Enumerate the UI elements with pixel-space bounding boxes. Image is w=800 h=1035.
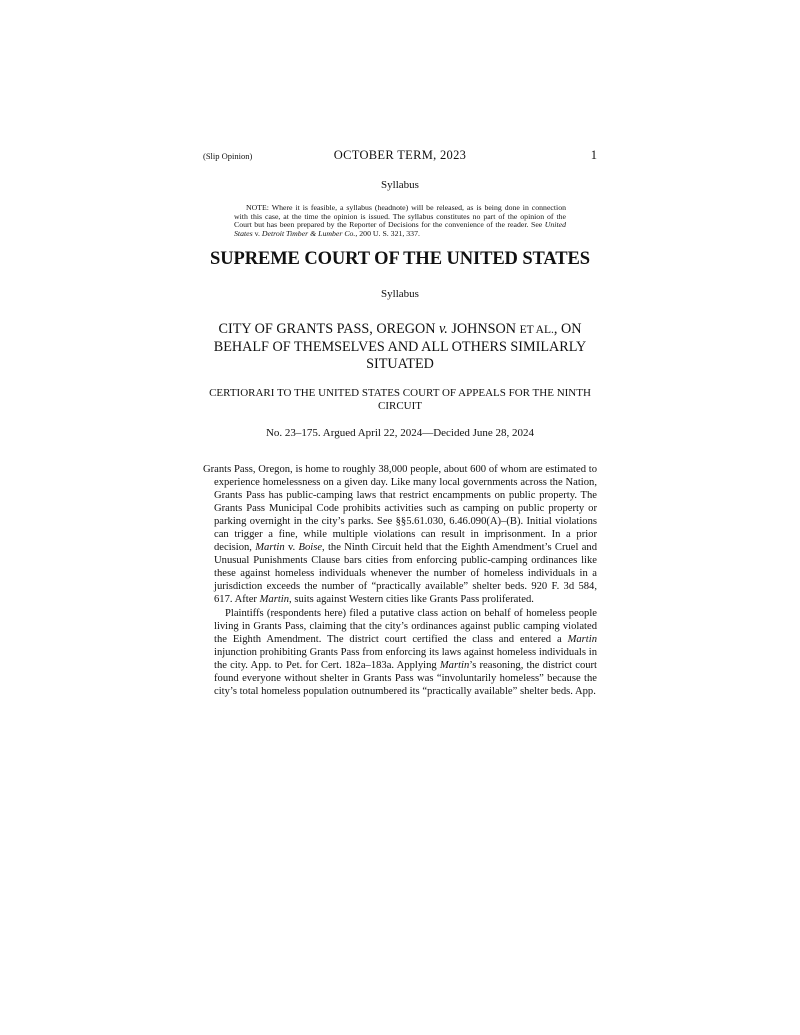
slip-opinion-page	[203, 148, 597, 698]
p2-text-3: ’s reasoning, the district court found everyone without shelter in Grants Pass was “involuntarily homeless” because the city’s total homeless population outnumbered its “practically available” shelter beds. App.	[214, 659, 598, 697]
court-name: SUPREME COURT OF THE UNITED STATES	[210, 249, 590, 269]
syllabus-subheading: Syllabus	[381, 288, 419, 300]
p2-text-2: injunction prohibiting Grants Pass from enforcing its laws against homeless individuals in the city. App. to Pet. for Cert. 182a–183a. Applying	[214, 646, 597, 671]
syllabus-body	[203, 463, 597, 698]
docket-line: No. 23–175. Argued April 22, 2024—Decided June 28, 2024	[265, 427, 535, 439]
p2-text-1: Plaintiffs (respondents here) filed a putative class action on behalf of homeless people living in Grants Pass, claiming that the city’s ordinances against public camping violated the Eighth Amendment. The district court certified the class and entered a	[214, 607, 597, 645]
running-head	[203, 148, 597, 166]
note-text-1: NOTE: Where it is feasible, a syllabus (headnote) will be released, as is being done in connection with this case, at the time the opinion is issued. The syllabus constitutes no part of the opinion of the Court but has been prepared by the Reporter of Decisions for the convenience of the reader. See	[234, 203, 566, 229]
note-citation-2: Detroit Timber & Lumber Co.	[261, 228, 356, 238]
p1-text-3: , the Ninth Circuit held that the Eighth Amendment’s Cruel and Unusual Punishments Clause bars cities from enforcing public-camping ordinances like these against homeless individuals whenever the number of homeless individuals in a jurisdiction exceeds the number of “practically available” shelter beds. 920 F. 3d 584, 617. After	[214, 542, 597, 606]
case-title	[203, 321, 597, 373]
certiorari-line: CERTIORARI TO THE UNITED STATES COURT OF APPEALS FOR THE NINTH CIRCUIT	[209, 387, 591, 412]
note-text-2: v.	[252, 228, 262, 238]
headnote-notice	[234, 204, 566, 238]
term-heading: OCTOBER TERM, 2023	[333, 148, 467, 162]
case-title-part-1: CITY OF GRANTS PASS, OREGON	[218, 321, 440, 337]
p2-case-name-1: Martin	[567, 633, 597, 645]
case-title-et-al: ET AL.	[519, 324, 554, 336]
syllabus-heading: Syllabus	[381, 179, 419, 191]
p1-case-name-2: Boise	[298, 542, 323, 554]
p1-text-2: v.	[284, 542, 299, 554]
syllabus-paragraph-1	[203, 463, 597, 607]
page-number: 1	[590, 148, 597, 162]
note-text-3: , 200 U. S. 321, 337.	[355, 228, 420, 238]
case-title-versus: v.	[439, 321, 448, 337]
p1-case-name-1: Martin	[255, 542, 285, 554]
case-title-part-3: , ON BEHALF OF THEMSELVES AND ALL OTHERS SIMILARLY SITUATED	[213, 321, 587, 372]
p1-text-4: , suits against Western cities like Grants Pass proliferated.	[289, 594, 534, 606]
syllabus-paragraph-2	[203, 607, 597, 698]
case-title-part-2: JOHNSON	[447, 321, 520, 337]
p1-text-1: Grants Pass, Oregon, is home to roughly 38,000 people, about 600 of whom are estimated to experience homelessness on a given day. Like many local governments across the Nation, Grants Pass has public-camping laws that restrict encampments on public property. The Grants Pass Municipal Code prohibits activities such as camping on public property or parking overnight in the city’s parks. See §§5.61.030, 6.46.090(A)–(B). Initial violations can trigger a fine, while multiple violations can result in imprisonment. In a prior decision,	[203, 464, 597, 554]
slip-opinion-label: (Slip Opinion)	[203, 151, 253, 161]
note-citation-1: United States	[234, 220, 566, 238]
p1-case-name-3: Martin	[259, 594, 290, 606]
p2-case-name-2: Martin	[439, 659, 470, 671]
